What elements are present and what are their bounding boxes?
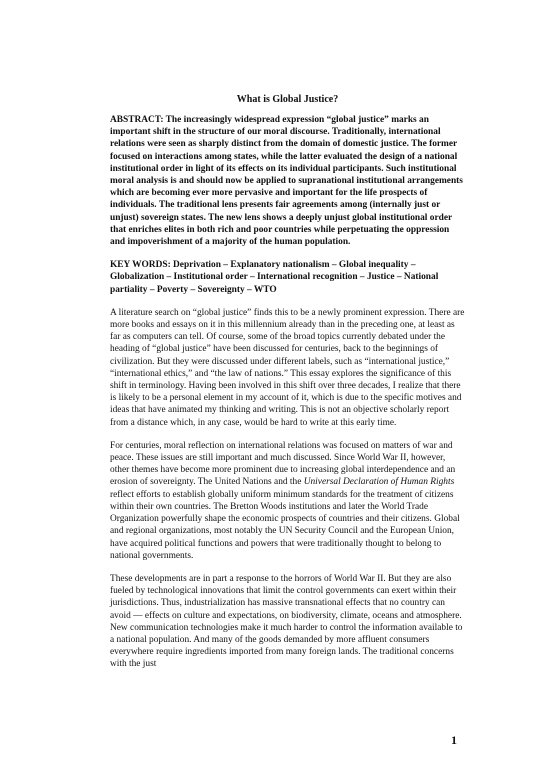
body-paragraph-2-text-b: reflect efforts to establish globally uniform minimum standards for the treatment of citizens within their own countries. The Bretton Woods institutions and later the World Trade Organization powerfully shape the economic prospects of countries and their citizens. Global and regional organizations, most notably the UN Security Council and the European Union, have acquired political functions and powers that were traditionally thought to belong to national governments. [110,489,460,561]
body-paragraph-3: These developments are in part a response to the horrors of World War II. But they are also fueled by technological innovations that limit the control governments can exert within their jurisdictions. Thus, industrialization has massive transnational effects that no country can avoid — effects on culture and expectations, on biodiversity, climate, oceans and atmosphere. New communication technologies make it much harder to control the information available to a national population. And many of the goods demanded by more affluent consumers everywhere require ingredients imported from many foreign lands. The traditional concerns with the just [110,573,463,670]
document-body [110,93,465,671]
body-paragraph-2 [110,440,465,562]
keywords-paragraph: KEY WORDS: Deprivation – Explanatory nationalism – Global inequality – Globalization – Institutional order – International recognition – Justice – National partiality – Poverty – Sovereignty – WTO [110,260,439,295]
body-paragraph-2-text-a: For centuries, moral reflection on international relations was focused on matters of war and peace. These issues are still important and much discussed. Since World War II, however, other themes have become more prominent due to increasing global interdependence and an erosion of sovereignty. The United Nations and the [110,440,456,488]
page-title: What is Global Justice? [236,94,339,105]
page-number: 1 [451,733,457,747]
udhr-italic-title: Universal Declaration of Human Rights [303,477,455,488]
abstract-paragraph: ABSTRACT: The increasingly widespread expression “global justice” marks an important shift in the structure of our moral discourse. Traditionally, international relations were seen as sharply distinct from the domain of domestic justice. The former focused on interactions among states, while the latter evaluated the design of a national institutional order in light of its effects on its individual participants. Such institutional moral analysis is and should now be applied to supranational institutional arrangements which are becoming ever more pervasive and important for the life prospects of individuals. The traditional lens presents fair agreements among (internally just or unjust) sovereign states. The new lens shows a deeply unjust global institutional order that enriches elites in both rich and poor countries while perpetuating the oppression and impoverishment of a majority of the human population. [110,115,463,248]
body-paragraph-1: A literature search on “global justice” finds this to be a newly prominent expression. There are more books and essays on it in this millennium already than in the preceding one, at least as far as computers can tell. Of course, some of the broad topics currently debated under the heading of “global justice” have been discussed for centuries, back to the beginnings of civilization. But they were discussed under different labels, such as “international justice,” “international ethics,” and “the law of nations.” This essay explores the significance of this shift in terminology. Having been involved in this shift over three decades, I realize that there is likely to be a personal element in my account of it, which is due to the specific motives and ideas that have animated my thinking and writing. This is not an objective scholarly report from a distance which, in any case, would be hard to write at this early time. [110,307,465,428]
